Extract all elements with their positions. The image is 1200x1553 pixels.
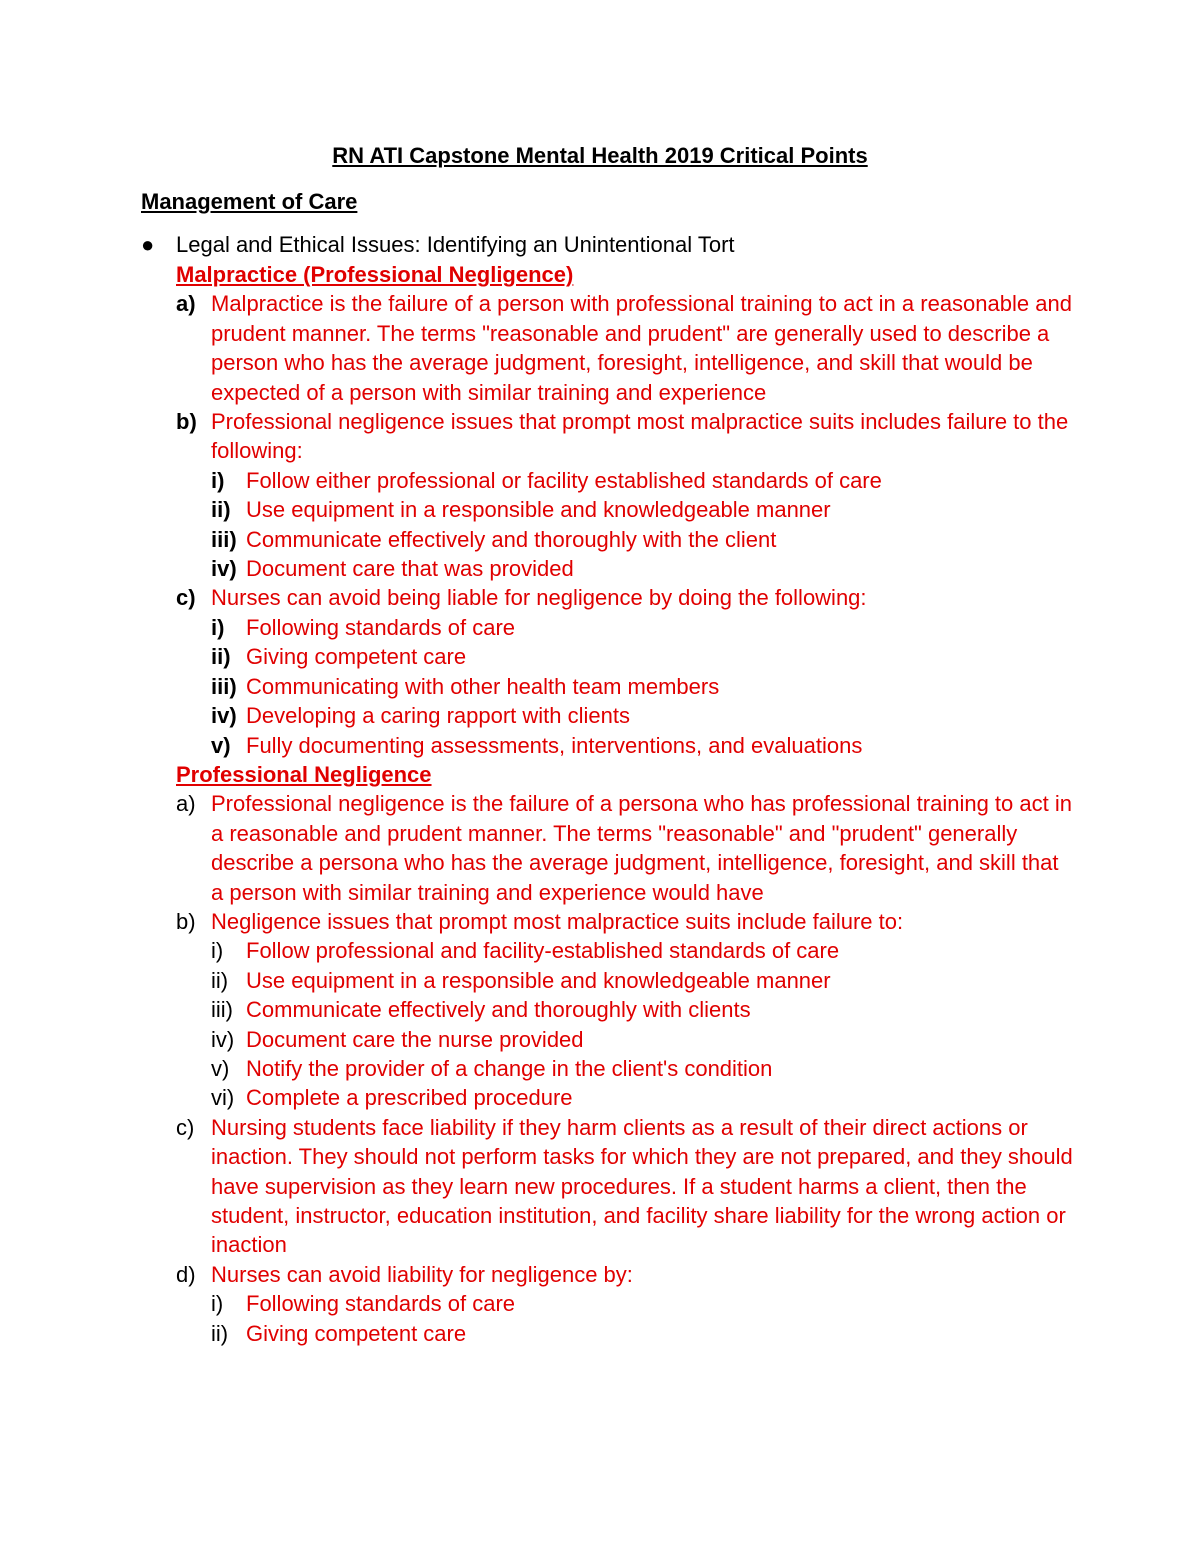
list-marker: iv) — [211, 703, 237, 729]
list-marker: i) — [211, 1291, 224, 1317]
list-item-text: Fully documenting assessments, interventions, and evaluations — [246, 732, 863, 758]
list-item-text: Nurses can avoid liability for negligence by: — [211, 1261, 633, 1287]
list-marker: a) — [176, 791, 196, 817]
list-item-text: Nursing students face liability if they harm clients as a result of their direct actions or inaction. They should not perform tasks for which they are not prepared, and they should have supervision as they learn new procedures. If a student harms a client, then the student, instructor, education institution, and facility share liability for the wrong action or inaction — [211, 1114, 1073, 1258]
sub-list-item — [211, 1289, 1076, 1318]
list-item — [176, 1113, 1076, 1260]
sub-list — [176, 613, 1076, 760]
list-item-text: Negligence issues that prompt most malpractice suits include failure to: — [211, 908, 904, 934]
list-marker: b) — [176, 908, 196, 934]
list-item-text: Complete a prescribed procedure — [246, 1085, 573, 1111]
sub-list-item — [211, 936, 1076, 965]
sub-list-item — [211, 1083, 1076, 1112]
list-marker: v) — [211, 1055, 230, 1081]
sub-list-item — [211, 1054, 1076, 1083]
sub-list — [176, 1289, 1076, 1348]
list-item — [176, 289, 1076, 407]
list-item-text: Communicate effectively and thoroughly with clients — [246, 997, 751, 1023]
list-marker: iii) — [211, 997, 233, 1023]
list-item-text: Professional negligence issues that prompt most malpractice suits includes failure to the following: — [211, 409, 1069, 464]
list-marker: ii) — [211, 497, 231, 523]
list-item — [176, 907, 1076, 936]
list-item-text: Communicate effectively and thoroughly with the client — [246, 526, 777, 552]
list-marker: iii) — [211, 526, 237, 552]
list-item-text: Professional negligence is the failure of a persona who has professional training to act in a reasonable and prudent manner. The terms "reasonable" and "prudent" generally describe a persona who has the average judgment, intelligence, foresight, and skill that a person with similar training and experience would have — [211, 791, 1072, 905]
sub-list-item — [211, 672, 1076, 701]
list-item — [176, 789, 1076, 907]
list-marker: iii) — [211, 673, 237, 699]
list-marker: a) — [176, 291, 196, 317]
list-item — [176, 583, 1076, 612]
list-marker: iv) — [211, 556, 237, 582]
sub-list-item — [211, 554, 1076, 583]
list-marker: ii) — [211, 1320, 229, 1346]
list-marker: ii) — [211, 967, 229, 993]
list-item-text: Following standards of care — [246, 614, 516, 640]
sub-list-item — [211, 613, 1076, 642]
bullet-dot-icon: ● — [141, 232, 155, 257]
sub-list-item — [211, 1025, 1076, 1054]
list-item-text: Developing a caring rapport with clients — [246, 703, 630, 729]
sub-list — [176, 936, 1076, 1112]
list-item-text: Giving competent care — [246, 1320, 467, 1346]
malpractice-heading: Malpractice (Professional Negligence) — [176, 262, 574, 287]
list-marker: iv) — [211, 1026, 235, 1052]
sub-list-item — [211, 525, 1076, 554]
list-item-text: Use equipment in a responsible and knowledgeable manner — [246, 497, 831, 523]
list-item — [176, 407, 1076, 466]
list-marker: d) — [176, 1261, 196, 1287]
list-marker: b) — [176, 409, 197, 435]
sub-list-item — [211, 995, 1076, 1024]
list-item-text: Follow either professional or facility established standards of care — [246, 467, 882, 493]
list-marker: v) — [211, 732, 231, 758]
list-item-text: Notify the provider of a change in the client's condition — [246, 1055, 773, 1081]
bullet-text: Legal and Ethical Issues: Identifying an Unintentional Tort — [176, 232, 735, 257]
list-item-text: Giving competent care — [246, 644, 467, 670]
list-item-text: Malpractice is the failure of a person with professional training to act in a reasonable and prudent manner. The terms "reasonable and prudent" are generally used to describe a person who has the average judgment, foresight, intelligence, and skill that would be expected of a person with similar training and experience — [211, 291, 1072, 405]
sub-list-item — [211, 701, 1076, 730]
list-marker: i) — [211, 467, 225, 493]
sub-list-item — [211, 466, 1076, 495]
section-heading: Management of Care — [141, 189, 358, 214]
list-item-text: Communicating with other health team members — [246, 673, 720, 699]
list-item — [176, 1260, 1076, 1289]
list-item-text: Document care the nurse provided — [246, 1026, 584, 1052]
list-marker: c) — [176, 1114, 195, 1140]
sub-list-item — [211, 731, 1076, 760]
list-item-text: Use equipment in a responsible and knowledgeable manner — [246, 967, 831, 993]
sub-list — [176, 466, 1076, 584]
sub-list-item — [211, 495, 1076, 524]
list-item-text: Document care that was provided — [246, 556, 574, 582]
sub-list-item — [211, 1319, 1076, 1348]
negligence-heading: Professional Negligence — [176, 761, 432, 787]
list-marker: c) — [176, 585, 196, 611]
document-title: RN ATI Capstone Mental Health 2019 Critical Points — [332, 143, 868, 168]
list-marker: i) — [211, 938, 224, 964]
list-marker: ii) — [211, 644, 231, 670]
list-marker: vi) — [211, 1085, 235, 1111]
sub-list-item — [211, 642, 1076, 671]
list-marker: i) — [211, 614, 225, 640]
list-item-text: Following standards of care — [246, 1291, 516, 1317]
content-body — [176, 260, 1076, 1348]
list-item-text: Nurses can avoid being liable for negligence by doing the following: — [211, 585, 867, 611]
sub-list-item — [211, 966, 1076, 995]
list-item-text: Follow professional and facility-established standards of care — [246, 938, 840, 964]
